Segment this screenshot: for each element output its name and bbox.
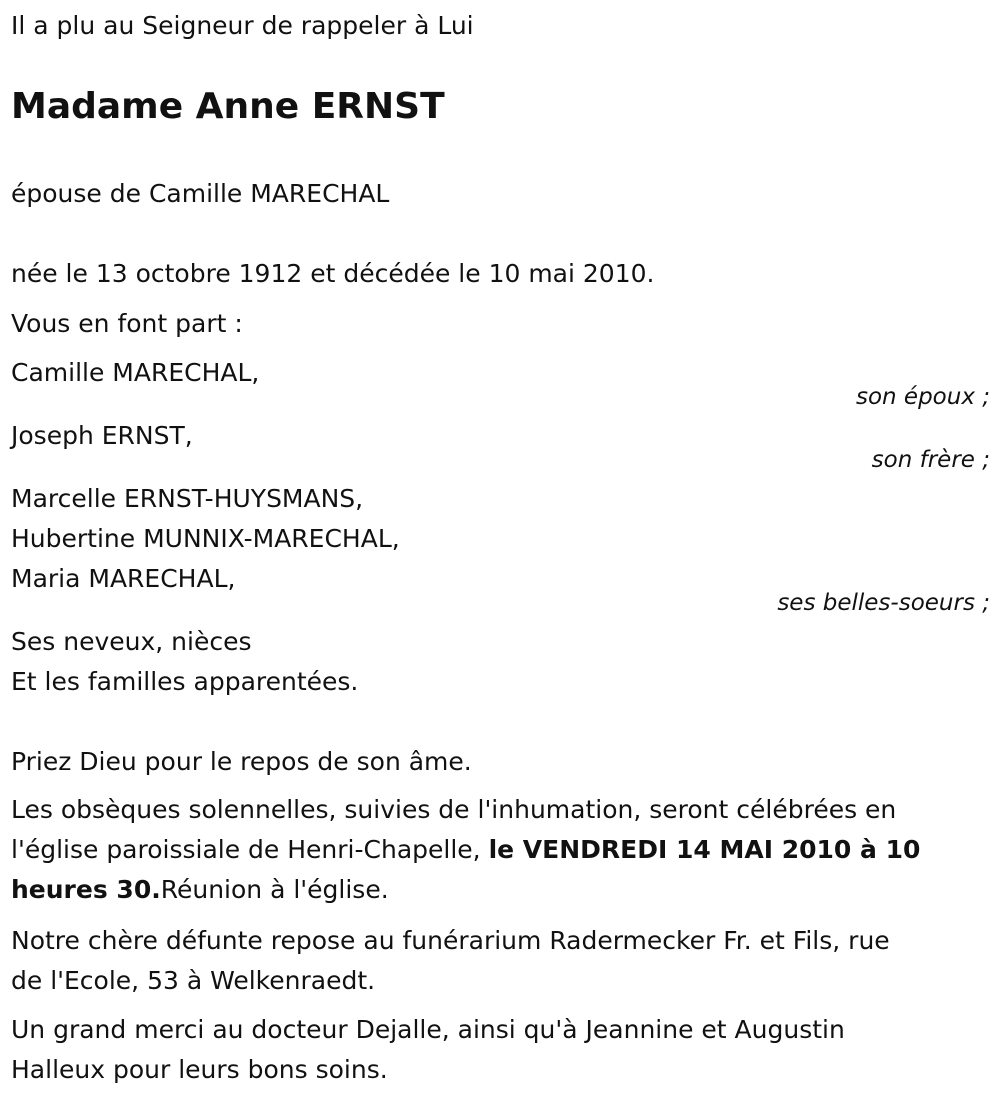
family-hubertine: Hubertine MUNNIX-MARECHAL,	[11, 524, 400, 553]
funeral-time-bold: heures 30.	[11, 875, 161, 904]
funeral-line-1: Les obsèques solennelles, suivies de l'inhumation, seront célébrées en	[11, 795, 897, 824]
family-camille: Camille MARECHAL,	[11, 358, 260, 387]
prayer-line: Priez Dieu pour le repos de son âme.	[11, 747, 472, 776]
relation-spouse: son époux ;	[855, 384, 990, 410]
funeral-church: l'église paroissiale de Henri-Chapelle,	[11, 835, 489, 864]
thanks-line-2: Halleux pour leurs bons soins.	[11, 1055, 388, 1084]
funeral-date-bold: le VENDREDI 14 MAI 2010 à 10	[488, 835, 921, 864]
family-nephews: Ses neveux, nièces	[11, 627, 252, 656]
rest-line-2: de l'Ecole, 53 à Welkenraedt.	[11, 966, 376, 995]
dates-line: née le 13 octobre 1912 et décédée le 10 mai 2010.	[11, 259, 655, 288]
intro-text: Il a plu au Seigneur de rappeler à Lui	[11, 11, 474, 40]
relation-brother: son frère ;	[871, 447, 990, 473]
relation-sisters-in-law: ses belles-soeurs ;	[777, 590, 990, 616]
family-maria: Maria MARECHAL,	[11, 564, 236, 593]
rest-line-1: Notre chère défunte repose au funérarium Radermecker Fr. et Fils, rue	[11, 926, 890, 955]
thanks-line-1: Un grand merci au docteur Dejalle, ainsi qu'à Jeannine et Augustin	[11, 1015, 845, 1044]
deceased-name: Madame Anne ERNST	[11, 86, 445, 127]
family-joseph: Joseph ERNST,	[11, 421, 193, 450]
funeral-line-2	[11, 830, 920, 870]
family-relatives: Et les familles apparentées.	[11, 667, 359, 696]
funeral-meeting: Réunion à l'église.	[160, 875, 389, 904]
spouse-line: épouse de Camille MARECHAL	[11, 179, 390, 208]
funeral-line-3	[11, 870, 389, 910]
family-marcelle: Marcelle ERNST-HUYSMANS,	[11, 484, 364, 513]
announce-line: Vous en font part :	[11, 309, 243, 338]
